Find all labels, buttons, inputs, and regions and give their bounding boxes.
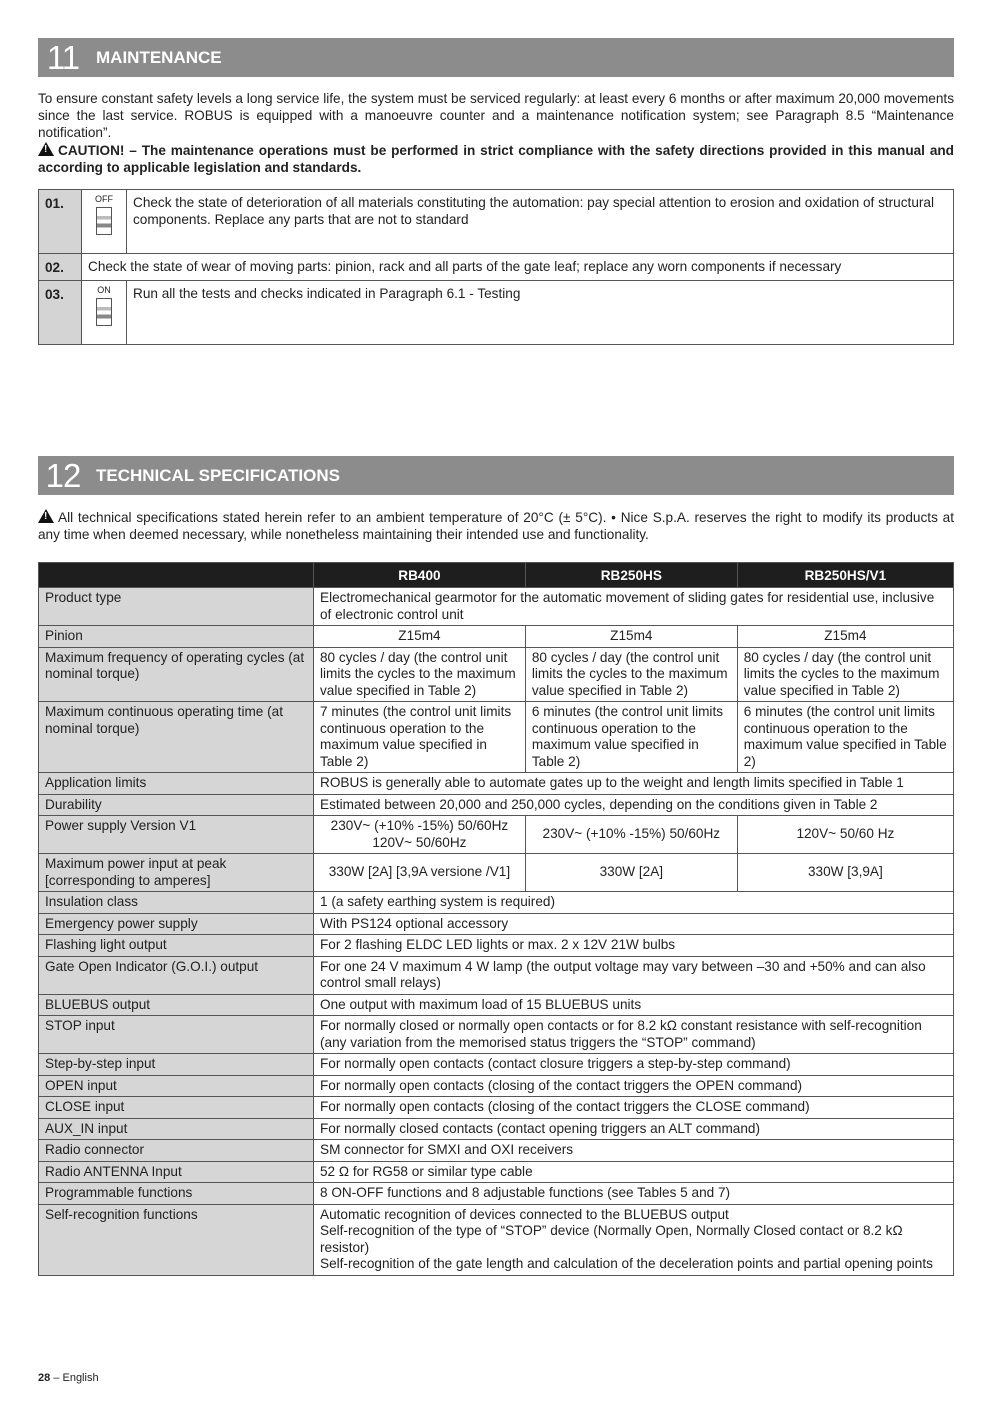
- table-row: [39, 1097, 954, 1119]
- table-row: [39, 935, 954, 957]
- section-header-maintenance: [38, 38, 954, 77]
- row-value: 120V~ 50/60 Hz: [737, 816, 953, 854]
- row-value: For one 24 V maximum 4 W lamp (the output voltage may vary between –30 and +50% and can also control small relays): [314, 956, 954, 994]
- row-label: CLOSE input: [39, 1097, 314, 1119]
- row-value: 8 ON-OFF functions and 8 adjustable functions (see Tables 5 and 7): [314, 1183, 954, 1205]
- maintenance-caution: [38, 142, 954, 176]
- row-value: Z15m4: [314, 626, 526, 648]
- row-value: For 2 flashing ELDC LED lights or max. 2 x 12V 21W bulbs: [314, 935, 954, 957]
- row-label: BLUEBUS output: [39, 994, 314, 1016]
- row-value: 230V~ (+10% -15%) 50/60Hz 120V~ 50/60Hz: [314, 816, 526, 854]
- table-row: [39, 892, 954, 914]
- page-number: 28: [38, 1372, 51, 1384]
- column-header: RB400: [314, 563, 526, 588]
- row-label: STOP input: [39, 1016, 314, 1054]
- row-value: 6 minutes (the control unit limits continuous operation to the maximum value specified in Table 2): [525, 702, 737, 773]
- row-label: Power supply Version V1: [39, 816, 314, 854]
- row-label: Step-by-step input: [39, 1054, 314, 1076]
- row-label: Programmable functions: [39, 1183, 314, 1205]
- maintenance-intro: To ensure constant safety levels a long service life, the system must be serviced regularly: at least every 6 months or after maximum 20,000 movements since the last service. ROBUS is equipped with a manoeuvre counter and a maintenance notification system; see Paragraph 8.5 “Maintenance notification”.: [38, 91, 954, 140]
- row-value: Z15m4: [525, 626, 737, 648]
- row-value: 7 minutes (the control unit limits continuous operation to the maximum value specified in Table 2): [314, 702, 526, 773]
- page-footer: [38, 1372, 99, 1384]
- step-row: [39, 190, 954, 254]
- caution-text: CAUTION! – The maintenance operations must be performed in strict compliance with the safety directions provided in this manual and according to applicable legislation and standards.: [38, 143, 954, 175]
- footer-language: – English: [53, 1372, 99, 1384]
- row-label: OPEN input: [39, 1075, 314, 1097]
- row-value: With PS124 optional accessory: [314, 913, 954, 935]
- table-row: [39, 773, 954, 795]
- row-label: AUX_IN input: [39, 1118, 314, 1140]
- table-row: [39, 913, 954, 935]
- row-label: Product type: [39, 588, 314, 626]
- specs-note-text: All technical specifications stated herein refer to an ambient temperature of 20°C (± 5°C). • Nice S.p.A. reserves the right to modify its products at any time when deemed necessary, while nonetheless maintaining their intended use and functionality.: [38, 510, 954, 542]
- row-label: Maximum power input at peak [corresponding to amperes]: [39, 854, 314, 892]
- specs-header-row: [39, 563, 954, 588]
- row-label: Maximum frequency of operating cycles (at nominal torque): [39, 647, 314, 702]
- warning-icon: [38, 509, 54, 523]
- row-label: Flashing light output: [39, 935, 314, 957]
- row-value: 330W [2A] [3,9A versione /V1]: [314, 854, 526, 892]
- row-label: Insulation class: [39, 892, 314, 914]
- table-row: [39, 1054, 954, 1076]
- row-label: Pinion: [39, 626, 314, 648]
- row-label: Radio ANTENNA Input: [39, 1161, 314, 1183]
- table-row: [39, 1016, 954, 1054]
- step-number: 01.: [39, 190, 82, 254]
- specs-table: [38, 562, 954, 1276]
- row-value: For normally open contacts (contact closure triggers a step-by-step command): [314, 1054, 954, 1076]
- step-text: Run all the tests and checks indicated in Paragraph 6.1 - Testing: [127, 281, 954, 345]
- row-value: For normally closed contacts (contact opening triggers an ALT command): [314, 1118, 954, 1140]
- table-row: [39, 956, 954, 994]
- section-title: TECHNICAL SPECIFICATIONS: [96, 465, 340, 485]
- table-row: [39, 626, 954, 648]
- row-value: 1 (a safety earthing system is required): [314, 892, 954, 914]
- row-value: 80 cycles / day (the control unit limits the cycles to the maximum value specified in Table 2): [314, 647, 526, 702]
- row-value: ROBUS is generally able to automate gates up to the weight and length limits specified in Table 1: [314, 773, 954, 795]
- row-label: Emergency power supply: [39, 913, 314, 935]
- table-row: [39, 1140, 954, 1162]
- table-row: [39, 816, 954, 854]
- row-label: Maximum continuous operating time (at nominal torque): [39, 702, 314, 773]
- column-header: RB250HS: [525, 563, 737, 588]
- row-value: 80 cycles / day (the control unit limits the cycles to the maximum value specified in Table 2): [525, 647, 737, 702]
- row-value: Z15m4: [737, 626, 953, 648]
- step-text: Check the state of deterioration of all materials constituting the automation: pay special attention to erosion and oxidation of structural components. Replace any parts that are not to standard: [127, 190, 954, 254]
- row-label: Durability: [39, 794, 314, 816]
- table-row: [39, 588, 954, 626]
- selfrec-line: Automatic recognition of devices connected to the BLUEBUS output: [320, 1206, 729, 1222]
- section-number: 11: [46, 39, 80, 76]
- maintenance-steps-table: [38, 189, 954, 345]
- switch-off-icon: OFF: [82, 190, 127, 254]
- step-number: 02.: [39, 254, 82, 281]
- selfrec-line: Self-recognition of the type of “STOP” device (Normally Open, Normally Closed contact or 8.2 kΩ resistor): [320, 1223, 903, 1255]
- row-label: Radio connector: [39, 1140, 314, 1162]
- step-row: [39, 254, 954, 281]
- table-row: [39, 1075, 954, 1097]
- row-value: One output with maximum load of 15 BLUEBUS units: [314, 994, 954, 1016]
- row-value: [314, 1204, 954, 1275]
- section-number: 12: [45, 457, 81, 494]
- selfrec-line: Self-recognition of the gate length and calculation of the deceleration points and partial opening points: [320, 1256, 933, 1271]
- table-row: [39, 854, 954, 892]
- table-row: [39, 647, 954, 702]
- table-row: [39, 994, 954, 1016]
- row-value: 330W [2A]: [525, 854, 737, 892]
- row-value: 330W [3,9A]: [737, 854, 953, 892]
- warning-icon: [38, 142, 54, 156]
- table-row: [39, 1204, 954, 1275]
- row-label: Gate Open Indicator (G.O.I.) output: [39, 956, 314, 994]
- row-value: SM connector for SMXI and OXI receivers: [314, 1140, 954, 1162]
- row-value: 52 Ω for RG58 or similar type cable: [314, 1161, 954, 1183]
- specs-note: [38, 509, 954, 543]
- column-header: RB250HS/V1: [737, 563, 953, 588]
- table-row: [39, 1183, 954, 1205]
- step-text: Check the state of wear of moving parts: pinion, rack and all parts of the gate leaf; replace any worn components if necessary: [82, 254, 954, 281]
- table-row: [39, 794, 954, 816]
- switch-on-icon: ON: [82, 281, 127, 345]
- table-row: [39, 702, 954, 773]
- row-value: 6 minutes (the control unit limits continuous operation to the maximum value specified in Table 2): [737, 702, 953, 773]
- row-label: Application limits: [39, 773, 314, 795]
- row-value: For normally open contacts (closing of the contact triggers the CLOSE command): [314, 1097, 954, 1119]
- step-row: [39, 281, 954, 345]
- table-row: [39, 1118, 954, 1140]
- row-value: 80 cycles / day (the control unit limits the cycles to the maximum value specified in Table 2): [737, 647, 953, 702]
- row-value: For normally open contacts (closing of the contact triggers the OPEN command): [314, 1075, 954, 1097]
- section-header-specs: [38, 456, 954, 495]
- row-value: For normally closed or normally open contacts or for 8.2 kΩ constant resistance with self-recognition (any variation from the memorised status triggers the “STOP” command): [314, 1016, 954, 1054]
- table-row: [39, 1161, 954, 1183]
- row-label: Self-recognition functions: [39, 1204, 314, 1275]
- row-value: Electromechanical gearmotor for the automatic movement of sliding gates for residential use, inclusive of electronic control unit: [314, 588, 954, 626]
- row-value: Estimated between 20,000 and 250,000 cycles, depending on the conditions given in Table 2: [314, 794, 954, 816]
- row-value: 230V~ (+10% -15%) 50/60Hz: [525, 816, 737, 854]
- section-title: MAINTENANCE: [96, 47, 222, 67]
- step-number: 03.: [39, 281, 82, 345]
